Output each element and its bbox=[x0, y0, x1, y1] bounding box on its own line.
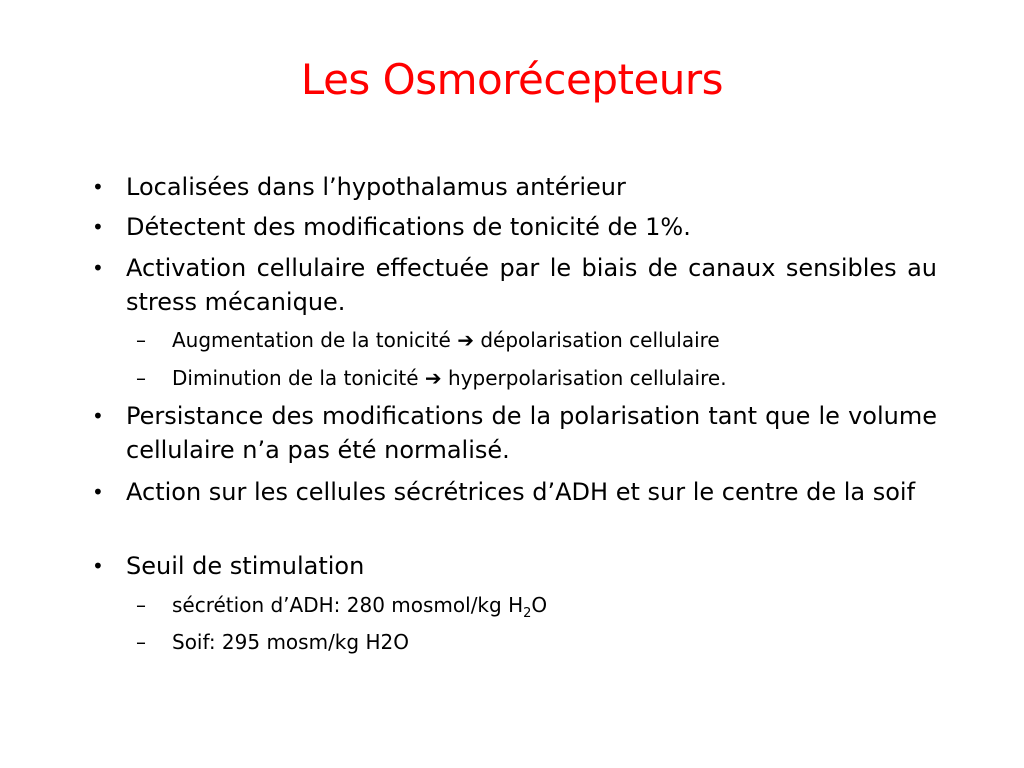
bullet-item-persistance bbox=[92, 399, 937, 467]
sub-bullet-text: Diminution de la tonicité bbox=[172, 366, 419, 390]
sub-bullet-depolarisation bbox=[136, 325, 937, 355]
bullet-item-action bbox=[92, 475, 937, 509]
subscript: 2 bbox=[523, 606, 532, 621]
arrow-right-icon: ➔ bbox=[457, 328, 474, 352]
sub-bullet-text: Soif: 295 mosm/kg H2O bbox=[172, 630, 409, 654]
dash-marker: – bbox=[136, 328, 146, 352]
bullet-marker: • bbox=[92, 404, 104, 428]
dash-marker: – bbox=[136, 593, 146, 617]
dash-marker: – bbox=[136, 630, 146, 654]
bullet-text: Persistance des modifications de la polarisation tant que le volume cellulaire n’a pas été normalisé. bbox=[126, 402, 937, 464]
arrow-right-icon: ➔ bbox=[424, 366, 442, 390]
bullet-item-localisation bbox=[92, 170, 937, 204]
bullet-marker: • bbox=[92, 215, 104, 239]
sub-bullet-suffix: O bbox=[531, 593, 548, 617]
bullet-text: Détectent des modifications de tonicité de 1%. bbox=[126, 213, 691, 241]
bullet-marker: • bbox=[92, 480, 104, 504]
bullet-item-seuil bbox=[92, 549, 937, 583]
sub-bullet-adh-threshold bbox=[136, 590, 937, 629]
sub-bullet-thirst-threshold bbox=[136, 627, 937, 657]
slide-title: Les Osmorécepteurs bbox=[300, 55, 724, 104]
sub-bullet-result: hyperpolarisation cellulaire. bbox=[448, 366, 727, 390]
bullet-text: Localisées dans l’hypothalamus antérieur bbox=[126, 173, 626, 201]
bullet-text: Activation cellulaire effectuée par le biais de canaux sensibles au stress mécanique. bbox=[126, 254, 937, 316]
bullet-marker: • bbox=[92, 554, 104, 578]
sub-bullet-text: Augmentation de la tonicité bbox=[172, 328, 451, 352]
bullet-text: Seuil de stimulation bbox=[126, 552, 365, 580]
bullet-item-detection bbox=[92, 210, 937, 244]
sub-bullet-hyperpolarisation bbox=[136, 363, 937, 393]
dash-marker: – bbox=[136, 366, 146, 390]
sub-bullet-result: dépolarisation cellulaire bbox=[480, 328, 720, 352]
bullet-text: Action sur les cellules sécrétrices d’ADH et sur le centre de la soif bbox=[126, 478, 916, 506]
bullet-item-activation bbox=[92, 251, 937, 319]
sub-bullet-text: sécrétion d’ADH: 280 mosmol/kg H bbox=[172, 593, 524, 617]
bullet-marker: • bbox=[92, 256, 104, 280]
bullet-marker: • bbox=[92, 175, 104, 199]
